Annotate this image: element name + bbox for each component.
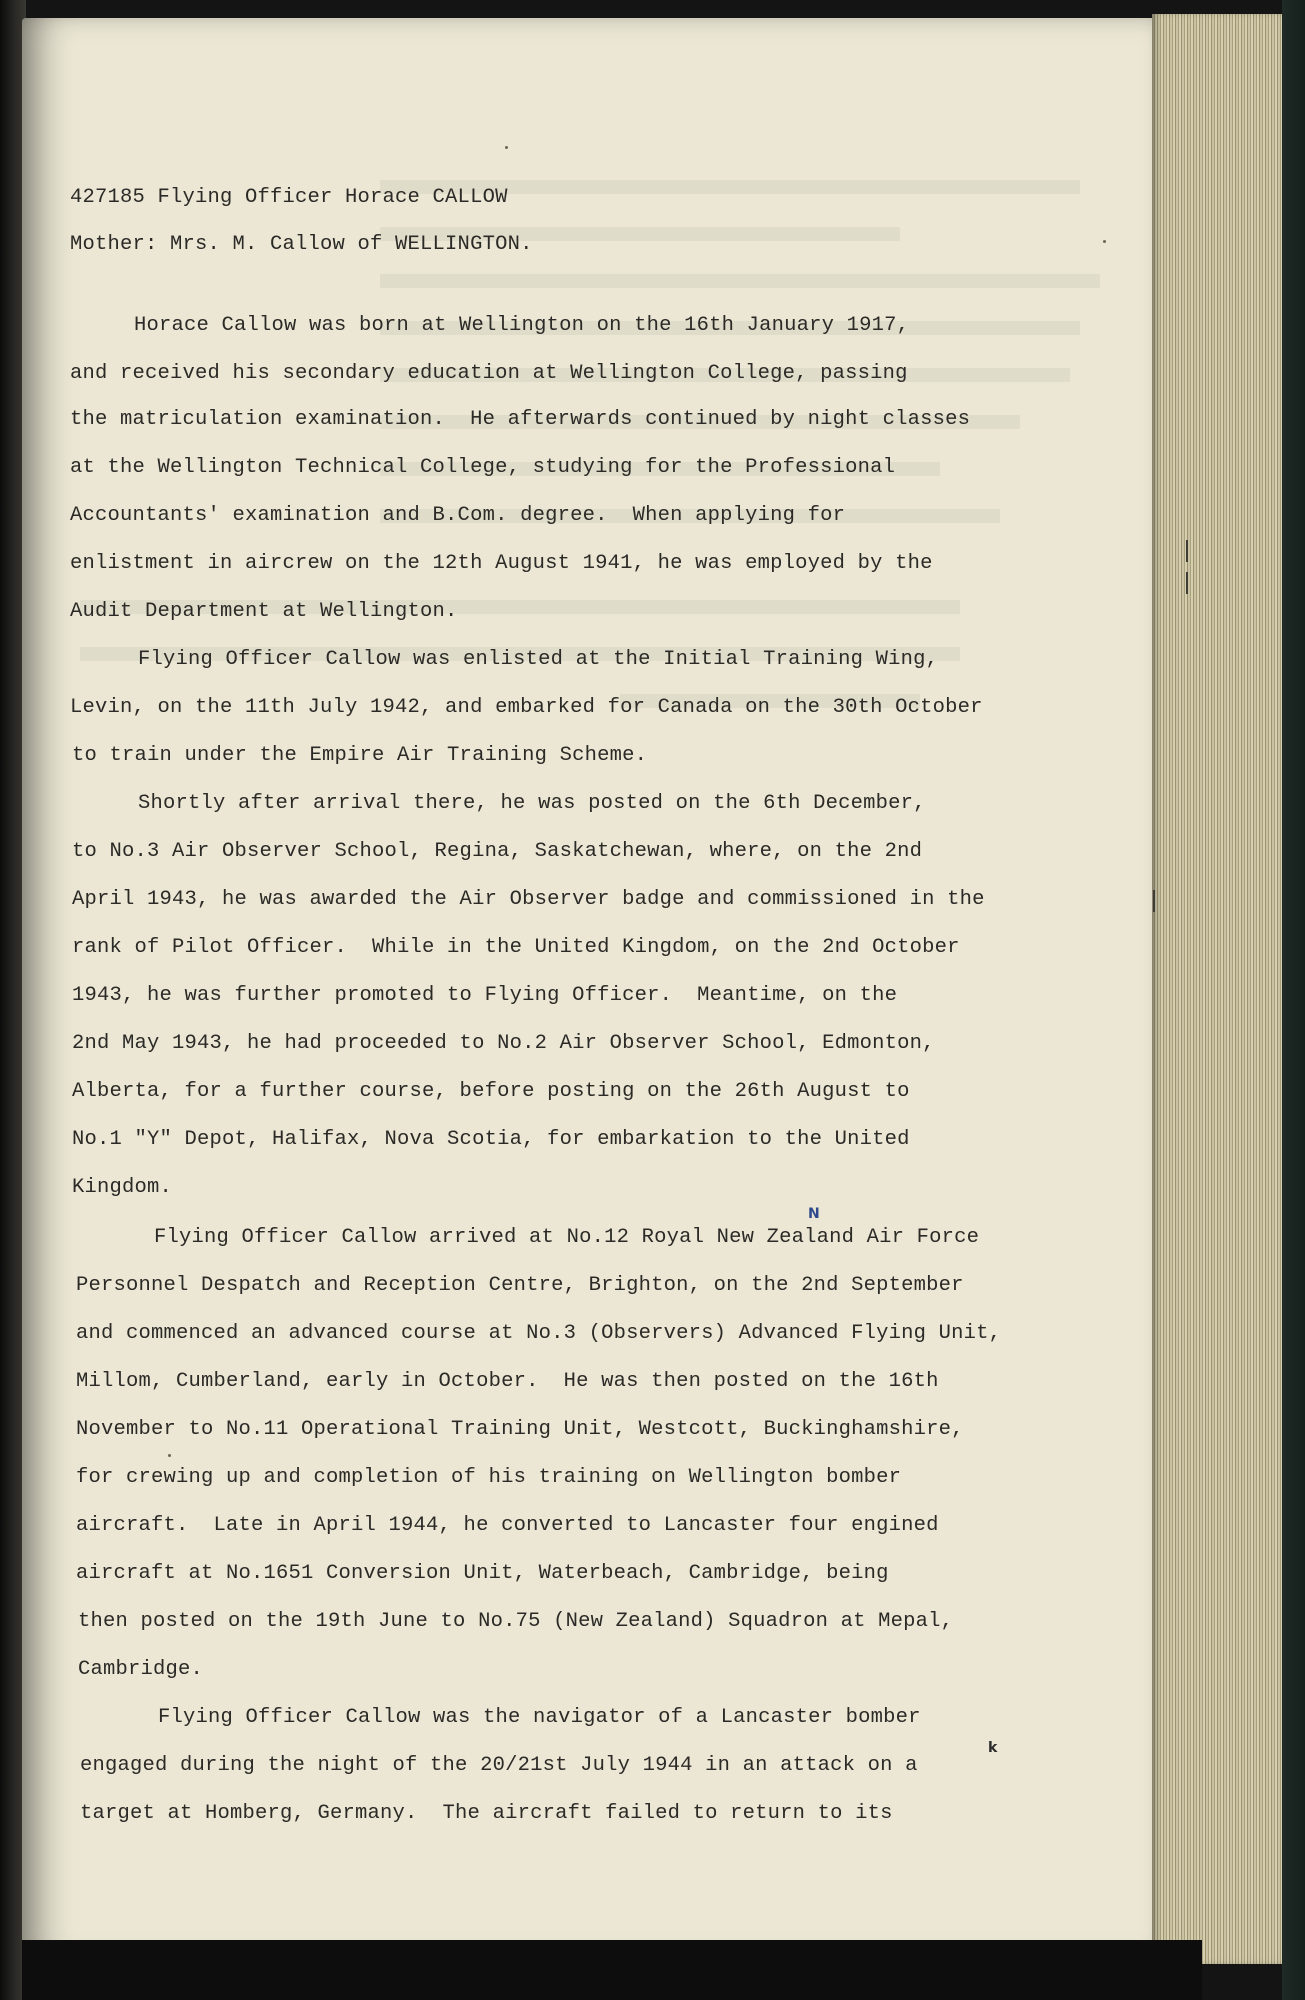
para5-line2: engaged during the night of the 20/21st July 1944 in an attack on a [80,1754,918,1777]
para3-line3: April 1943, he was awarded the Air Observer badge and commissioned in the [72,888,985,911]
para4-line4: Millom, Cumberland, early in October. He was then posted on the 16th [76,1370,939,1393]
service-number-name: 427185 Flying Officer Horace CALLOW [70,186,508,209]
page-edges [1152,14,1282,1964]
para1-line2: and received his secondary education at Wellington College, passing [70,362,908,385]
para4-line3: and commenced an advanced course at No.3 (Observers) Advanced Flying Unit, [76,1322,1002,1345]
para1-line5: Accountants' examination and B.Com. degree. When applying for [70,504,846,527]
para2-line3: to train under the Empire Air Training Scheme. [72,744,648,767]
para4-line5: November to No.11 Operational Training Unit, Westcott, Buckinghamshire, [76,1418,964,1441]
para1-line4: at the Wellington Technical College, studying for the Professional [70,456,896,479]
para1-line7: Audit Department at Wellington. [70,600,458,623]
para4-line2: Personnel Despatch and Reception Centre, Brighton, on the 2nd September [76,1274,964,1297]
bottom-shadow [22,1940,1202,2000]
para4-line1: Flying Officer Callow arrived at No.12 Royal New Zealand Air Force [154,1226,980,1249]
para3-line4: rank of Pilot Officer. While in the United Kingdom, on the 2nd October [72,936,960,959]
para3-line9: Kingdom. [72,1176,173,1199]
margin-tick [1186,572,1188,594]
para3-line5: 1943, he was further promoted to Flying Officer. Meantime, on the [72,984,898,1007]
margin-tick [1186,540,1188,562]
para4-line7: aircraft. Late in April 1944, he converted to Lancaster four engined [76,1514,939,1537]
paper-speck [168,1454,171,1457]
para2-line2: Levin, on the 11th July 1942, and embarked for Canada on the 30th October [70,696,983,719]
para3-line6: 2nd May 1943, he had proceeded to No.2 Air Observer School, Edmonton, [72,1032,935,1055]
pencil-correction-k: k [988,1740,998,1756]
para1-line3: the matriculation examination. He afterwards continued by night classes [70,408,971,431]
mother-line: Mother: Mrs. M. Callow of WELLINGTON. [70,233,533,256]
para3-line1: Shortly after arrival there, he was posted on the 6th December, [138,792,926,815]
para1-line6: enlistment in aircrew on the 12th August 1941, he was employed by the [70,552,933,575]
para4-line8: aircraft at No.1651 Conversion Unit, Waterbeach, Cambridge, being [76,1562,889,1585]
para3-line7: Alberta, for a further course, before posting on the 26th August to [72,1080,910,1103]
paper-speck [505,146,508,149]
para2-line1: Flying Officer Callow was enlisted at the Initial Training Wing, [138,648,939,671]
para5-line1: Flying Officer Callow was the navigator of a Lancaster bomber [158,1706,921,1729]
para4-line6: for crewing up and completion of his training on Wellington bomber [76,1466,902,1489]
book-cover-right [1282,0,1305,2000]
pencil-correction-n: N [808,1206,820,1222]
para3-line2: to No.3 Air Observer School, Regina, Saskatchewan, where, on the 2nd [72,840,923,863]
para4-line10: Cambridge. [78,1658,204,1681]
para5-line3: target at Homberg, Germany. The aircraft failed to return to its [80,1802,893,1825]
para3-line8: No.1 "Y" Depot, Halifax, Nova Scotia, for embarkation to the United [72,1128,910,1151]
para4-line9: then posted on the 19th June to No.75 (New Zealand) Squadron at Mepal, [78,1610,954,1633]
para1-line1: Horace Callow was born at Wellington on the 16th January 1917, [134,314,910,337]
margin-tick [1153,890,1155,912]
paper-speck [1103,240,1106,243]
